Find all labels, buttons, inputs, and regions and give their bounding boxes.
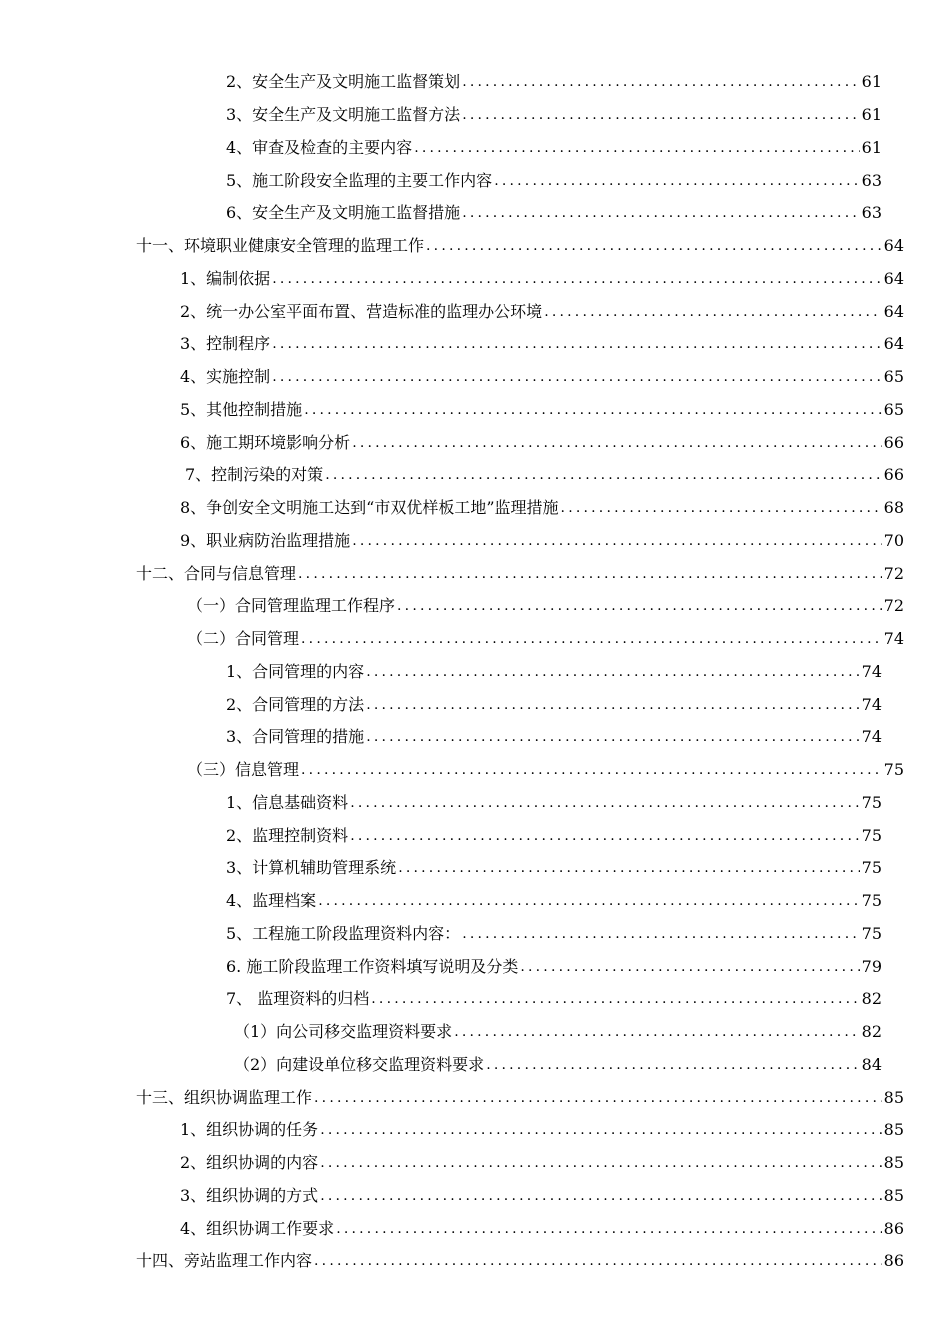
toc-entry[interactable] (0, 295, 950, 328)
toc-entry-title: 6、安全生产及文明施工监督措施 (226, 203, 461, 223)
toc-entry-title: 1、组织协调的任务 (180, 1120, 319, 1140)
toc-dot-leader (371, 989, 859, 1009)
toc-entry-page-number: 85 (883, 1087, 904, 1107)
toc-entry-page-number: 74 (861, 661, 882, 681)
toc-entry-title: 十一、环境职业健康安全管理的监理工作 (136, 236, 425, 256)
toc-entry[interactable] (0, 754, 950, 787)
toc-dot-leader (320, 1186, 881, 1206)
toc-entry-title: 2、监理控制资料 (226, 825, 349, 845)
toc-entry[interactable] (0, 1081, 950, 1114)
toc-entry-page-number: 61 (861, 72, 882, 92)
toc-entry[interactable] (0, 328, 950, 361)
toc-dot-leader (414, 138, 859, 158)
toc-entry-title: 3、计算机辅助管理系统 (226, 858, 397, 878)
toc-entry[interactable] (0, 394, 950, 427)
toc-entry-title: 5、施工阶段安全监理的主要工作内容 (226, 170, 493, 190)
toc-entry-page-number: 82 (861, 989, 882, 1009)
toc-entry[interactable] (0, 459, 950, 492)
toc-entry-title: 8、争创安全文明施工达到“市双优样板工地”监理措施 (180, 498, 559, 518)
toc-dot-leader (366, 727, 859, 747)
toc-dot-leader (352, 433, 881, 453)
toc-dot-leader (462, 72, 859, 92)
toc-entry-page-number: 64 (883, 301, 904, 321)
toc-entry[interactable] (0, 918, 950, 951)
toc-dot-leader (320, 1120, 881, 1140)
toc-entry-title: 7、控制污染的对策 (185, 465, 324, 485)
toc-entry[interactable] (0, 197, 950, 230)
toc-entry-page-number: 70 (883, 530, 904, 550)
toc-entry-page-number: 63 (861, 203, 882, 223)
toc-entry-title: 6、施工期环境影响分析 (180, 432, 351, 452)
toc-entry[interactable] (0, 525, 950, 558)
toc-dot-leader (272, 367, 881, 387)
toc-entry-title: 3、组织协调的方式 (180, 1185, 319, 1205)
toc-dot-leader (336, 1219, 881, 1239)
toc-entry-page-number: 74 (861, 694, 882, 714)
toc-entry-page-number: 68 (883, 498, 904, 518)
toc-entry-title: 6. 施工阶段监理工作资料填写说明及分类 (226, 956, 519, 976)
toc-dot-leader (314, 1251, 882, 1271)
toc-entry-title: （2）向建设单位移交监理资料要求 (234, 1054, 485, 1074)
toc-entry-page-number: 65 (883, 367, 904, 387)
toc-entry-title: 十二、合同与信息管理 (136, 563, 297, 583)
toc-dot-leader (561, 498, 882, 518)
toc-entry-title: 十三、组织协调监理工作 (136, 1087, 313, 1107)
toc-entry-title: 4、监理档案 (226, 891, 317, 911)
toc-entry[interactable] (0, 230, 950, 263)
toc-entry[interactable] (0, 1016, 950, 1049)
toc-entry-title: 5、其他控制措施 (180, 399, 303, 419)
toc-dot-leader (272, 269, 881, 289)
toc-entry-title: 9、职业病防治监理措施 (180, 530, 351, 550)
toc-entry[interactable] (0, 164, 950, 197)
toc-entry-title: 3、合同管理的措施 (226, 727, 365, 747)
toc-dot-leader (544, 302, 881, 322)
toc-entry-page-number: 74 (883, 629, 904, 649)
toc-entry-title: （一）合同管理监理工作程序 (187, 596, 396, 616)
toc-entry-title: （三）信息管理 (187, 760, 300, 780)
toc-dot-leader (320, 1153, 881, 1173)
toc-dot-leader (462, 105, 859, 125)
toc-entry-page-number: 82 (861, 1022, 882, 1042)
toc-entry-page-number: 75 (861, 858, 882, 878)
toc-dot-leader (272, 334, 881, 354)
toc-dot-leader (350, 826, 859, 846)
toc-entry[interactable] (0, 492, 950, 525)
toc-entry-title: 3、控制程序 (180, 334, 271, 354)
toc-entry-page-number: 64 (883, 236, 904, 256)
toc-entry-page-number: 75 (861, 923, 882, 943)
toc-entry-title: 2、安全生产及文明施工监督策划 (226, 72, 461, 92)
toc-entry-page-number: 65 (883, 399, 904, 419)
toc-entry-page-number: 75 (883, 760, 904, 780)
toc-dot-leader (398, 858, 859, 878)
toc-dot-leader (366, 662, 859, 682)
toc-dot-leader (314, 1088, 882, 1108)
toc-entry-title: 3、安全生产及文明施工监督方法 (226, 105, 461, 125)
toc-entry-page-number: 75 (861, 891, 882, 911)
toc-entry-page-number: 74 (861, 727, 882, 747)
toc-dot-leader (301, 760, 882, 780)
toc-dot-leader (304, 400, 881, 420)
toc-entry-title: （1）向公司移交监理资料要求 (234, 1022, 453, 1042)
toc-entry[interactable] (0, 1114, 950, 1147)
toc-entry[interactable] (0, 426, 950, 459)
toc-entry-page-number: 85 (883, 1153, 904, 1173)
toc-entry-page-number: 61 (861, 137, 882, 157)
toc-dot-leader (520, 957, 859, 977)
toc-dot-leader (494, 171, 859, 191)
toc-entry[interactable] (0, 1245, 950, 1278)
toc-entry[interactable] (0, 623, 950, 656)
toc-dot-leader (301, 629, 882, 649)
toc-entry-page-number: 86 (883, 1251, 904, 1271)
toc-entry-title: 1、信息基础资料 (226, 792, 349, 812)
toc-entry-page-number: 63 (861, 170, 882, 190)
toc-entry-page-number: 72 (883, 596, 904, 616)
toc-entry-title: 2、组织协调的内容 (180, 1153, 319, 1173)
toc-entry[interactable] (0, 66, 950, 99)
toc-entry-title: 5、工程施工阶段监理资料内容： (226, 923, 461, 943)
toc-entry[interactable] (0, 361, 950, 394)
toc-entry-title: 十四、旁站监理工作内容 (136, 1251, 313, 1271)
toc-entry[interactable] (0, 99, 950, 132)
toc-entry[interactable] (0, 950, 950, 983)
toc-entry-title: 1、合同管理的内容 (226, 661, 365, 681)
toc-entry[interactable] (0, 263, 950, 296)
toc-dot-leader (350, 793, 859, 813)
toc-entry-page-number: 84 (861, 1054, 882, 1074)
toc-dot-leader (298, 564, 882, 584)
toc-entry-page-number: 75 (861, 825, 882, 845)
toc-entry[interactable] (0, 590, 950, 623)
toc-entry-title: （二）合同管理 (187, 629, 300, 649)
toc-entry[interactable] (0, 885, 950, 918)
toc-entry[interactable] (0, 1180, 950, 1213)
toc-entry-page-number: 72 (883, 563, 904, 583)
toc-entry-page-number: 85 (883, 1120, 904, 1140)
toc-entry-title: 4、实施控制 (180, 367, 271, 387)
toc-entry-title: 4、组织协调工作要求 (180, 1218, 335, 1238)
toc-entry-page-number: 75 (861, 792, 882, 812)
toc-entry[interactable] (0, 819, 950, 852)
toc-entry[interactable] (0, 787, 950, 820)
toc-dot-leader (397, 596, 882, 616)
toc-entry[interactable] (0, 688, 950, 721)
toc-dot-leader (352, 531, 881, 551)
toc-dot-leader (454, 1022, 859, 1042)
toc-entry-page-number: 85 (883, 1185, 904, 1205)
toc-entry-page-number: 64 (883, 268, 904, 288)
toc-entry[interactable] (0, 656, 950, 689)
toc-dot-leader (318, 891, 859, 911)
toc-dot-leader (462, 924, 859, 944)
toc-entry[interactable] (0, 983, 950, 1016)
toc-entry[interactable] (0, 852, 950, 885)
toc-entry-page-number: 61 (861, 105, 882, 125)
toc-entry[interactable] (0, 1212, 950, 1245)
toc-entry-page-number: 66 (883, 465, 904, 485)
toc-entry[interactable] (0, 1049, 950, 1082)
toc-dot-leader (366, 695, 859, 715)
toc-dot-leader (486, 1055, 859, 1075)
toc-dot-leader (462, 203, 859, 223)
toc-entry-title: 2、合同管理的方法 (226, 694, 365, 714)
table-of-contents (0, 66, 950, 1278)
toc-entry-page-number: 64 (883, 334, 904, 354)
toc-entry[interactable] (0, 557, 950, 590)
toc-entry-title: 2、统一办公室平面布置、营造标准的监理办公环境 (180, 301, 543, 321)
toc-dot-leader (325, 465, 881, 485)
toc-entry-title: 4、审查及检查的主要内容 (226, 137, 413, 157)
toc-entry-title: 7、 监理资料的归档 (226, 989, 370, 1009)
toc-dot-leader (426, 236, 882, 256)
toc-entry[interactable] (0, 1147, 950, 1180)
toc-entry-title: 1、编制依据 (180, 268, 271, 288)
toc-entry-page-number: 86 (883, 1218, 904, 1238)
toc-entry-page-number: 79 (861, 956, 882, 976)
toc-entry-page-number: 66 (883, 432, 904, 452)
toc-entry[interactable] (0, 721, 950, 754)
toc-entry[interactable] (0, 132, 950, 165)
